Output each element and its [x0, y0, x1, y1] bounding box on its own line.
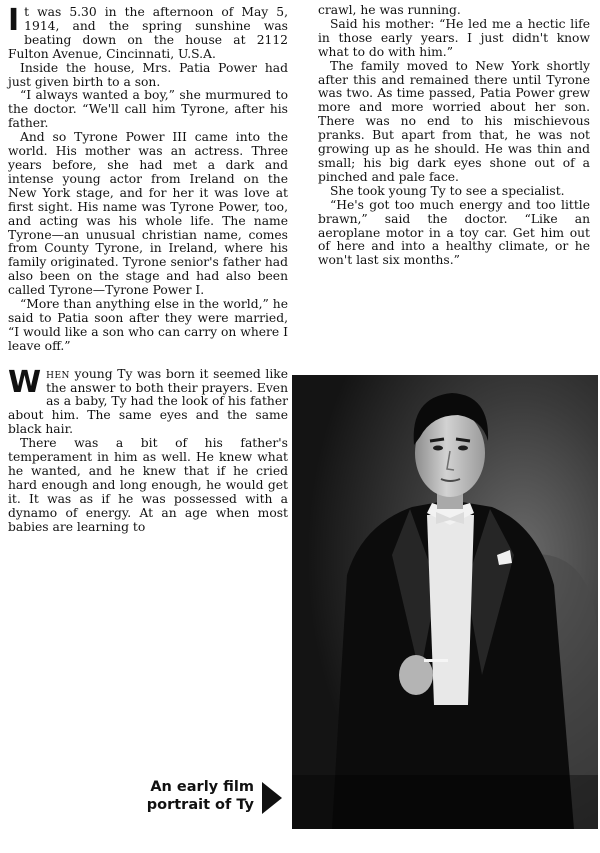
right-text-column — [318, 4, 590, 268]
paragraph-quote-son: “More than anything else in the world,” he said to Patia soon after they were married, “I would like a son who can carry on where I leave off.” — [8, 297, 288, 353]
paragraph-doctor-quote: “He's got too much energy and too little brawn,” said the doctor. “Like an aeroplane motor in a toy car. Get him out of here and into a healthy climate, or he won't last six months.” — [318, 197, 590, 268]
paragraph-tyrone-iii: And so Tyrone Power III came into the world. His mother was an actress. Three years before, she had met a dark and intense young actor from Ireland on the New York stage, and for her it was love at first sight. His name was Tyrone Power, too, and acting was his whole life. The name Tyrone—an unusual christian name, comes from County Tyrone, in Ireland, where his family originated. Tyrone senior's father had also been on the stage and had also been called Tyrone—Tyrone Power I. — [8, 130, 288, 298]
paragraph-temperament: There was a bit of his father's temperament in him as well. He knew what he wanted, and he knew that if he cried hard enough and long enough, he would get it. It was as if he was possessed with a dynamo of energy. At an age when most babies are learning to — [8, 436, 288, 534]
small-caps-lead: hen — [46, 366, 70, 381]
caption-line-2: portrait of Ty — [146, 797, 254, 813]
paragraph-quote-boy: “I always wanted a boy,” she murmured to the doctor. “We'll call him Tyrone, after his father. — [8, 88, 288, 131]
paragraph-new-york: The family moved to New York shortly after this and remained there until Tyrone was two. As time passed, Patia Power grew more and more worried about her son. There was no end to his mischievous pranks. But apart from that, he was not growing up as he should. He was thin and small; his big dark eyes shone out of a pinched and pale face. — [318, 58, 590, 184]
paragraph-specialist: She took young Ty to see a specialist. — [330, 183, 565, 198]
opening-text: t was 5.30 in the afternoon of May 5, 1914, and the spring sunshine was beating down on the house at 2112 Fulton Avenue, Cincinnati, U.S.A. — [8, 5, 288, 61]
drop-cap-w: W — [8, 364, 42, 400]
section-two-opening-paragraph — [8, 364, 288, 438]
paragraph-birth: Inside the house, Mrs. Patia Power had just given birth to a son. — [8, 60, 288, 89]
paragraph-mother-said: Said his mother: “He led me a hectic life in those early years. I just didn't know what to do with him.” — [318, 16, 590, 59]
right-arrow-icon — [262, 782, 282, 814]
portrait-photo — [292, 375, 598, 829]
paragraph-crawl: crawl, he was running. — [318, 3, 461, 17]
photo-caption — [108, 778, 288, 822]
section-two-text: young Ty was born it seemed like the answer to both their prayers. Even as a baby, Ty had the look of his father about him. The same eyes and the same black hair. — [8, 366, 288, 437]
drop-cap-i: I — [8, 3, 20, 38]
article-opening-paragraph — [8, 3, 288, 62]
caption-line-1: An early film — [150, 779, 254, 795]
caption-text — [147, 778, 254, 814]
left-text-column — [8, 3, 288, 535]
portrait-illustration — [292, 375, 598, 829]
